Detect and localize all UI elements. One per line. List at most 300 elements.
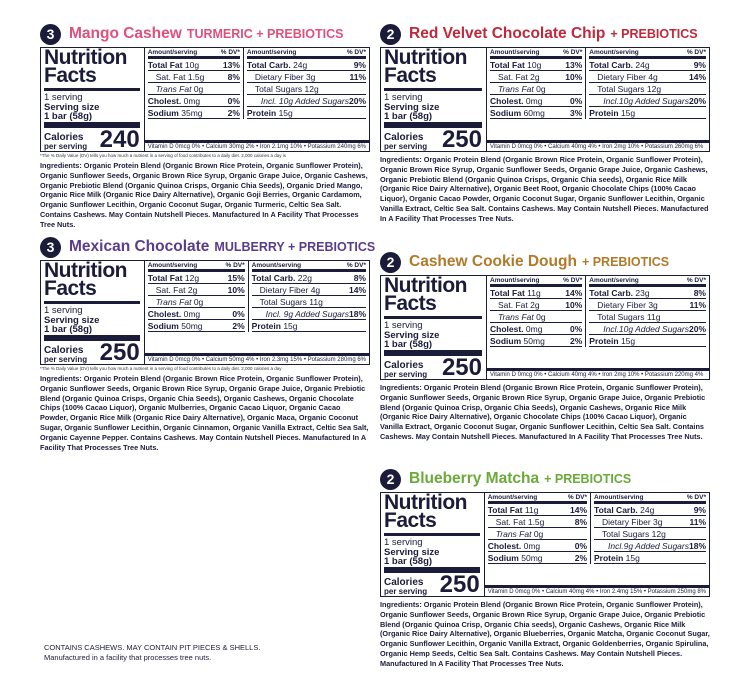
nutrient-label xyxy=(594,505,654,515)
calories-value: 250 xyxy=(99,339,140,366)
nutrient-column xyxy=(590,493,709,564)
nutrient-row xyxy=(589,59,706,71)
nutrient-row xyxy=(148,95,240,107)
nutrient-label xyxy=(608,541,689,551)
calories-label: Calories xyxy=(384,132,424,143)
nutrient-amount: 4g xyxy=(310,284,321,295)
nutrition-facts-title: Nutrition xyxy=(384,46,467,69)
nutrient-row xyxy=(589,95,706,107)
nutrient-amount: 2g xyxy=(187,284,198,295)
nutrient-name: Protein xyxy=(589,335,619,346)
nutrient-dv: 11% xyxy=(689,299,706,310)
nutrient-label xyxy=(603,324,689,334)
nutrient-name: Dietary Fiber xyxy=(597,71,646,82)
nutrient-name: Sodium xyxy=(147,107,179,118)
nutrient-name: Trans Fat xyxy=(155,296,192,307)
nutrient-name: Total Fat xyxy=(490,59,525,70)
nutrient-label xyxy=(252,273,312,283)
nutrient-amount: 15g xyxy=(620,335,636,346)
nutrient-dv: 0% xyxy=(574,540,588,551)
nutrient-row xyxy=(490,107,582,119)
nutrient-name: Incl.10g Added Sugars xyxy=(603,323,689,334)
nutrient-amount: 0mg xyxy=(525,95,543,106)
nutrient-label xyxy=(602,529,666,539)
nutrient-row xyxy=(490,311,582,323)
calories-label-group xyxy=(44,346,87,364)
serving-size-label: Serving size xyxy=(384,330,440,341)
dv-header: % DV* xyxy=(686,48,706,56)
nutrient-dv: 0% xyxy=(569,323,583,334)
nutrient-amount: 3g xyxy=(648,299,658,310)
nutrient-dv: 2% xyxy=(227,107,240,118)
nutrient-row xyxy=(589,299,706,311)
nutrient-amount: 0g xyxy=(193,296,204,307)
product-panel xyxy=(380,467,725,669)
nutrient-amount: 12g xyxy=(646,83,662,94)
product-panel xyxy=(40,22,385,230)
nutrient-column-header xyxy=(148,261,245,272)
nutrition-facts-summary xyxy=(41,48,145,151)
nutrient-row xyxy=(594,540,706,552)
nutrient-name: Total Sugars xyxy=(597,311,645,322)
product-header xyxy=(380,467,725,491)
product-header xyxy=(40,22,385,46)
nutrient-label xyxy=(156,285,198,295)
serving-size-value: 1 bar (58g) xyxy=(44,324,93,335)
nutrient-dv: 9% xyxy=(693,504,706,515)
nutrient-table xyxy=(487,48,709,151)
amount-header: Amount/serving xyxy=(589,48,639,56)
nutrient-dv: 8% xyxy=(227,71,240,82)
nutrient-name: Protein xyxy=(589,107,619,118)
nutrient-label xyxy=(156,72,205,82)
nutrition-facts-summary xyxy=(381,48,487,151)
nutrient-amount: 10g xyxy=(527,59,542,70)
nutrient-row xyxy=(148,308,245,320)
nutrient-row xyxy=(589,323,706,335)
nutrient-column-header xyxy=(594,493,706,504)
quantity-badge: 2 xyxy=(380,252,401,273)
nutrient-label xyxy=(498,72,540,82)
nutrient-label xyxy=(490,288,541,298)
product-subtitle: MULBERRY + PREBIOTICS xyxy=(214,240,376,254)
amount-header: Amount/serving xyxy=(147,48,198,56)
nutrient-label xyxy=(496,517,545,527)
dv-header: % DV* xyxy=(563,276,583,284)
nutrient-row xyxy=(490,71,582,83)
nutrient-label xyxy=(602,517,663,527)
dv-header: % DV* xyxy=(225,261,245,269)
nutrient-column xyxy=(243,48,369,119)
nutrient-name: Trans Fat xyxy=(495,528,532,539)
nutrient-label xyxy=(148,108,203,118)
dv-header: % DV* xyxy=(220,48,240,56)
nutrient-label xyxy=(490,324,542,334)
nutrient-row xyxy=(490,323,582,335)
nutrient-dv: 10% xyxy=(227,284,245,295)
nutrient-column xyxy=(248,261,369,332)
nutrient-grid xyxy=(145,261,369,332)
amount-header: Amount/serving xyxy=(594,493,644,501)
product-header xyxy=(40,235,385,259)
nutrient-name: Sat. Fat xyxy=(498,299,528,310)
nutrient-dv: 20% xyxy=(348,95,366,106)
nutrient-row xyxy=(589,287,706,299)
nutrient-name: Total Sugars xyxy=(254,83,303,94)
nutrient-label xyxy=(589,288,649,298)
nutrient-row xyxy=(148,320,245,332)
nutrient-name: Total Fat xyxy=(487,504,523,515)
nutrient-name: Trans Fat xyxy=(498,83,534,94)
nutrient-column-header xyxy=(148,48,240,59)
nutrient-dv: 14% xyxy=(688,71,706,82)
nutrient-amount: 24g xyxy=(640,504,655,515)
nutrient-row xyxy=(488,552,587,564)
ingredients-list: Ingredients: Organic Protein Blend (Organic Brown Rice Protein, Organic Sunflower Protein), Organic Brown Rice Syrup, Organic Sunflower Seeds, Organic Grape Juice, Organic Cashews, Organic Prebiotic Blend (Organic Quinoa Crisps, Organic Chia seeds), Organic Rice Milk (Organic Rice Dairy Alternative), Organic Beet Root, Organic Chocolate Chips (100% Cacao Liquor), Organic Cacao Powder, Organic Coconut Sugar, Organic Sunflower Lecithin, Organic Vanilla Extract, Celtic Sea Salt. Contains Cashews. May Contain Nutshell Pieces. Manufactured In A Facility That Processes Tree Nuts. xyxy=(380,155,709,223)
nutrient-amount: 50mg xyxy=(521,552,543,563)
nutrient-row xyxy=(148,71,240,83)
nutrient-column-header xyxy=(252,261,366,272)
nutrient-dv: 8% xyxy=(693,287,706,298)
nutrient-name: Sat. Fat xyxy=(495,516,526,527)
vitamins-minerals: Vitamin D 0mcg 0% • Calcium 40mg 4% • Iron 2mg 10% • Potassium 260mg 6% xyxy=(487,140,709,151)
nutrient-name: Dietary Fiber xyxy=(597,299,646,310)
nutrient-dv: 3% xyxy=(569,107,583,118)
nutrient-name: Cholest. xyxy=(487,540,522,551)
product-panel xyxy=(40,235,385,452)
nutrient-label xyxy=(490,108,545,118)
nutrient-dv: 20% xyxy=(688,95,706,106)
serving-size-value: 1 bar (58g) xyxy=(384,339,433,350)
nutrient-name: Total Carb. xyxy=(251,272,296,283)
nutrient-amount: 0g xyxy=(533,528,544,539)
calories-label: Calories xyxy=(44,345,84,356)
allergen-note-line1: CONTAINS CASHEWS. MAY CONTAIN PIT PIECES & SHELLS. xyxy=(44,643,261,652)
dv-header: % DV* xyxy=(563,48,583,56)
nutrition-facts-panel xyxy=(380,47,710,152)
nutrient-row xyxy=(252,308,366,320)
ingredients-list: Ingredients: Organic Protein Blend (Organic Brown Rice Protein, Organic Sunflower Protein), Organic Sunflower Seeds, Organic Brown Rice Syrup, Organic Grape Juice, Organic Prebiotic Blend (Organic Quinoa Crisp, Organic Chia Seeds), Organic Cashews, Organic Rice Milk (Organic Rice Dairy Alternative), Organic Chocolate Chips (100% Cacao Liquor), Organic Vanilla Extract, Organic Coconut Sugar, Organic Sunflower Lecithin, Celtic Sea Salt. Contains Cashews. May Contain Nutshell Pieces. Manufactured In A Facility That Processes Tree Nuts. xyxy=(380,383,706,441)
nutrient-name: Sat. Fat xyxy=(155,71,186,82)
nutrient-column xyxy=(487,276,585,347)
nutrient-amount: 22g xyxy=(297,272,312,283)
nutrient-dv: 14% xyxy=(348,284,366,295)
nutrient-column xyxy=(487,48,585,119)
servings-per-container: 1 serving xyxy=(384,316,482,331)
product-panel xyxy=(380,250,725,442)
nutrient-name: Dietary Fiber xyxy=(259,284,309,295)
nutrient-row xyxy=(589,71,706,83)
nutrient-label xyxy=(498,300,540,310)
nutrient-label xyxy=(148,60,199,70)
product-name: Mexican Chocolate xyxy=(69,238,210,255)
nutrient-row xyxy=(490,59,582,71)
nutrient-label xyxy=(589,336,635,346)
nutrition-facts-summary xyxy=(41,261,145,364)
nutrition-facts-title: Facts xyxy=(384,509,437,532)
amount-header: Amount/serving xyxy=(487,493,538,501)
nutrient-amount: 50mg xyxy=(523,335,545,346)
nutrient-row xyxy=(148,284,245,296)
nutrient-amount: 60mg xyxy=(523,107,545,118)
nutrient-amount: 10g xyxy=(184,59,200,70)
nutrient-row xyxy=(247,83,366,95)
calories-per-serving: per serving xyxy=(384,142,428,151)
vitamins-minerals: Vitamin D 0mcg 0% • Calcium 50mg 4% • Iron 2.3mg 15% • Potassium 280mg 6% xyxy=(145,353,369,364)
nutrient-label xyxy=(589,60,649,70)
servings-per-container: 1 serving xyxy=(44,88,140,103)
nutrient-label xyxy=(247,108,293,118)
vitamins-minerals: Vitamin D 0mcg 0% • Calcium 40mg 4% • Iron 2.4mg 15% • Potassium 250mg 8% xyxy=(485,585,709,596)
nutrient-label xyxy=(488,505,539,515)
calories-label-group xyxy=(384,578,427,596)
calories-block xyxy=(384,350,482,379)
nutrient-label xyxy=(488,553,543,563)
calories-block xyxy=(44,122,140,151)
nutrient-row xyxy=(247,107,366,119)
nutrient-column-header xyxy=(490,276,582,287)
product-name: Red Velvet Chocolate Chip xyxy=(409,25,606,42)
nutrient-dv: 11% xyxy=(349,71,366,82)
ingredients-list: Ingredients: Organic Protein Blend (Organic Brown Rice Protein, Organic Sunflower Protein), Organic Sunflower Seeds, Organic Brown Rice Syrup, Organic Grape Juice, Organic Prebiotic Blend (Organic Quinoa Crisp, Organic Chia seeds), Organic Cashews, Organic Rice Milk (Organic Rice Dairy Alternative), Organic Blueberries, Organic Matcha, Organic Coconut Sugar, Organic Sunflower Lecithin, Organic Vanilla Extract, Organic Goldenberries, Organic Spirulina, Organic Hemp Seeds, Celtic Sea Salt. Contains Cashews. May Contain Nutshell Pieces. Manufactured In A Facility That Processes Tree Nuts. xyxy=(380,600,710,668)
calories-label-group xyxy=(44,133,87,151)
nutrient-row xyxy=(252,320,366,332)
nutrient-row xyxy=(589,311,706,323)
quantity-badge: 3 xyxy=(40,237,61,258)
nutrient-label xyxy=(148,309,200,319)
product-subtitle: + PREBIOTICS xyxy=(581,255,670,269)
nutrient-amount: 0mg xyxy=(183,95,201,106)
nutrient-grid xyxy=(487,48,709,119)
nutrient-row xyxy=(252,296,366,308)
serving-size-label: Serving size xyxy=(384,102,440,113)
nutrient-row xyxy=(252,284,366,296)
calories-block xyxy=(44,335,140,364)
nutrient-grid xyxy=(487,276,709,347)
dv-header: % DV* xyxy=(686,493,706,501)
nutrient-label xyxy=(589,108,635,118)
nutrient-amount: 3g xyxy=(653,516,663,527)
nutrient-column-header xyxy=(589,276,706,287)
nutrient-table xyxy=(145,48,369,151)
nutrient-column-header xyxy=(589,48,706,59)
calories-value: 250 xyxy=(441,126,482,153)
nutrient-label xyxy=(260,297,323,307)
nutrient-dv: 14% xyxy=(565,287,583,298)
nutrient-label xyxy=(597,312,660,322)
nutrient-label xyxy=(498,312,546,322)
nutrient-dv: 2% xyxy=(574,552,588,563)
nutrient-row xyxy=(488,540,587,552)
nutrient-dv: 8% xyxy=(574,516,588,527)
nutrient-row xyxy=(148,296,245,308)
nutrition-facts-panel xyxy=(40,47,370,152)
nutrient-label xyxy=(148,321,203,331)
quantity-badge: 2 xyxy=(380,469,401,490)
calories-value: 240 xyxy=(99,126,140,153)
nutrient-column-header xyxy=(488,493,587,504)
nutrient-dv: 10% xyxy=(565,299,583,310)
nutrient-amount: 0mg xyxy=(523,540,541,551)
nutrient-label xyxy=(156,84,204,94)
calories-label-group xyxy=(384,133,427,151)
nutrient-name: Cholest. xyxy=(490,323,524,334)
calories-per-serving: per serving xyxy=(384,370,428,379)
nutrient-label xyxy=(490,60,541,70)
quantity-badge: 3 xyxy=(40,24,61,45)
nutrient-amount: 12g xyxy=(304,83,319,94)
amount-header: Amount/serving xyxy=(490,276,540,284)
calories-per-serving: per serving xyxy=(44,142,88,151)
nutrient-name: Incl. 9g Added Sugars xyxy=(265,308,349,319)
nutrient-amount: 3g xyxy=(305,71,316,82)
calories-per-serving: per serving xyxy=(44,355,88,364)
nutrient-amount: 0g xyxy=(536,311,546,322)
nutrient-name: Sodium xyxy=(490,107,522,118)
serving-size-value: 1 bar (58g) xyxy=(44,111,93,122)
calories-block xyxy=(384,567,480,596)
nutrition-facts-title: Nutrition xyxy=(44,46,127,69)
product-subtitle: + PREBIOTICS xyxy=(610,27,698,41)
nutrient-dv: 9% xyxy=(693,59,706,70)
nutrient-amount: 15g xyxy=(620,107,636,118)
nutrient-label xyxy=(597,300,658,310)
nutrient-label xyxy=(252,321,298,331)
nutrient-table xyxy=(145,261,369,364)
nutrient-row xyxy=(148,272,245,284)
nutrient-row xyxy=(490,335,582,347)
nutrient-column xyxy=(585,276,709,347)
nutrient-amount: 1.5g xyxy=(187,71,205,82)
nutrient-label xyxy=(490,96,542,106)
nutrient-amount: 0mg xyxy=(183,308,201,319)
nutrient-grid xyxy=(145,48,369,119)
product-name: Blueberry Matcha xyxy=(409,470,540,487)
nutrient-row xyxy=(594,504,706,516)
product-subtitle: + PREBIOTICS xyxy=(544,472,632,486)
dv-header: % DV* xyxy=(567,493,588,501)
nutrition-facts-summary xyxy=(381,276,487,379)
nutrient-column xyxy=(145,48,243,119)
calories-label: Calories xyxy=(44,132,84,143)
ingredients-list: Ingredients: Organic Protein Blend (Organic Brown Rice Protein, Organic Sunflower Protein), Organic Sunflower Seeds, Organic Brown Rice Syrup, Organic Grape Juice, Organic Prebiotic Blend (Organic Quinoa Crisps, Organic Chia Seeds), Organic Cashews, Organic Chocolate Chips (100% Cacao Liquor), Organic Mulberries, Organic Cacao Liquor, Organic Cacao Powder, Organic Rice Milk (Organic Rice Dairy Alternative), Organic Maca, Organic Coconut Sugar, Organic Sunflower Lecithin, Organic Cinnamon, Organic Vanilla Extract, Celtic Sea Salt, Organic Cayenne Pepper. Contains Cashews. May Contain Nutshell Pieces. Manufactured In A Facility That Processes Tree Nuts. xyxy=(40,374,369,452)
servings-per-container: 1 serving xyxy=(44,301,140,316)
nutrient-label xyxy=(148,273,199,283)
nutrient-column xyxy=(585,48,709,119)
nutrient-label xyxy=(496,529,544,539)
nutrient-column-header xyxy=(247,48,366,59)
dv-header: % DV* xyxy=(346,261,366,269)
allergen-note xyxy=(44,643,260,663)
dv-header: % DV* xyxy=(346,48,366,56)
nutrient-label xyxy=(498,84,546,94)
nutrient-name: Total Carb. xyxy=(589,287,634,298)
nutrient-table xyxy=(485,493,709,596)
nutrition-facts-title: Nutrition xyxy=(384,491,467,514)
nutrient-row xyxy=(252,272,366,284)
nutrient-dv: 20% xyxy=(688,323,706,334)
nutrient-row xyxy=(488,516,587,528)
nutrient-dv: 9% xyxy=(353,59,366,70)
serving-size-value: 1 bar (58g) xyxy=(384,111,433,122)
nutrient-amount: 2g xyxy=(530,299,540,310)
nutrient-dv: 10% xyxy=(565,71,583,82)
nutrient-amount: 15g xyxy=(625,552,640,563)
nutrient-name: Total Fat xyxy=(147,59,183,70)
nutrient-name: Total Fat xyxy=(490,287,525,298)
product-subtitle: TURMERIC + PREBIOTICS xyxy=(186,27,344,41)
nutrition-facts-title: Nutrition xyxy=(384,274,467,297)
nutrition-facts-title: Nutrition xyxy=(44,259,127,282)
product-name: Mango Cashew xyxy=(69,25,182,42)
nutrient-dv: 0% xyxy=(569,95,583,106)
amount-header: Amount/serving xyxy=(589,276,639,284)
calories-label: Calories xyxy=(384,577,424,588)
nutrient-label xyxy=(594,553,640,563)
nutrition-facts-summary xyxy=(381,493,485,596)
nutrient-label xyxy=(156,297,204,307)
nutrient-amount: 11g xyxy=(527,287,541,298)
nutrient-name: Trans Fat xyxy=(498,311,534,322)
nutrient-label xyxy=(603,96,689,106)
quantity-badge: 2 xyxy=(380,24,401,45)
nutrient-amount: 1.5g xyxy=(527,516,545,527)
serving-size-label: Serving size xyxy=(44,315,100,326)
nutrient-table xyxy=(487,276,709,379)
product-panel xyxy=(380,22,725,224)
nutrient-amount: 12g xyxy=(184,272,200,283)
nutrient-amount: 15g xyxy=(283,320,298,331)
nutrient-row xyxy=(490,287,582,299)
ingredients-list: Ingredients: Organic Protein Blend (Organic Brown Rice Protein, Organic Sunflower Protein), Organic Sunflower Seeds, Organic Brown Rice Syrup, Organic Grape Juice, Organic Cashews, Organic Prebiotic Blend (Organic Quinoa Crisps, Organic Chia Seeds), Organic Dried Mango, Organic Rice Milk (Organic Rice Dairy Alternative), Organic Goji Berries, Organic Cardamom, Organic Sunflower Lecithin, Organic Coconut Sugar, Organic Turmeric, Celtic Sea Salt. Contains Cashews. May Contain Nutshell Pieces. Manufactured In A Facility That Processes Tree Nuts. xyxy=(40,161,368,229)
serving-size-label: Serving size xyxy=(384,547,440,558)
daily-value-footnote: *The % Daily Value (DV) tells you how much a nutrient in a serving of food contributes to a daily diet. 2,000 calories a day is xyxy=(40,153,287,158)
servings-per-container: 1 serving xyxy=(384,88,482,103)
nutrient-name: Incl.9g Added Sugars xyxy=(608,540,689,551)
nutrient-row xyxy=(148,59,240,71)
nutrient-name: Sodium xyxy=(147,320,179,331)
nutrient-name: Sodium xyxy=(490,335,522,346)
nutrient-amount: 50mg xyxy=(181,320,203,331)
servings-per-container: 1 serving xyxy=(384,533,480,548)
nutrient-dv: 2% xyxy=(232,320,245,331)
nutrient-name: Total Sugars xyxy=(259,296,307,307)
nutrient-row xyxy=(247,59,366,71)
calories-label: Calories xyxy=(384,360,424,371)
nutrient-amount: 2g xyxy=(530,71,540,82)
nutrition-facts-title: Facts xyxy=(44,64,97,87)
nutrition-facts-title: Facts xyxy=(44,277,97,300)
nutrient-amount: 0g xyxy=(193,83,204,94)
nutrient-amount: 0g xyxy=(536,83,546,94)
nutrient-amount: 15g xyxy=(278,107,293,118)
nutrient-name: Cholest. xyxy=(147,308,182,319)
nutrient-dv: 2% xyxy=(569,335,583,346)
nutrient-row xyxy=(148,83,240,95)
nutrient-dv: 14% xyxy=(570,504,588,515)
nutrient-dv: 0% xyxy=(232,308,245,319)
calories-per-serving: per serving xyxy=(384,587,428,596)
nutrient-column xyxy=(145,261,248,332)
nutrient-amount: 12g xyxy=(651,528,666,539)
nutrient-row xyxy=(247,71,366,83)
calories-value: 250 xyxy=(439,571,480,598)
nutrient-amount: 11g xyxy=(309,296,323,307)
nutrient-label xyxy=(260,285,321,295)
nutrient-name: Total Fat xyxy=(147,272,183,283)
nutrient-dv: 13% xyxy=(565,59,583,70)
nutrient-row xyxy=(488,528,587,540)
